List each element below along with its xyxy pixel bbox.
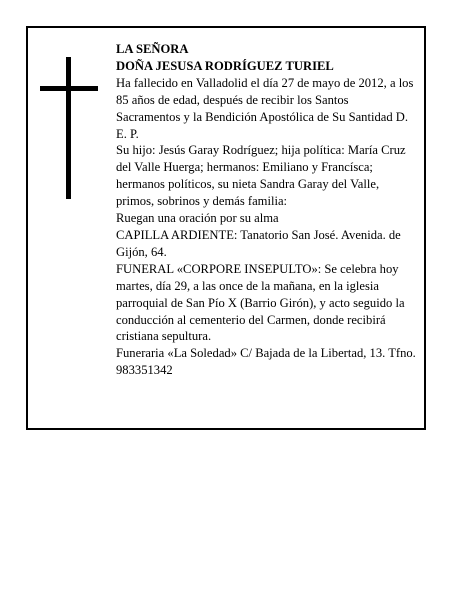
funeral-home: Funeraria «La Soledad» C/ Bajada de la Libertad, 13. Tfno. 983351342 <box>116 346 416 378</box>
funeral-chapel: CAPILLA ARDIENTE: Tanatorio San José. Avenida. de Gijón, 64. <box>116 227 401 259</box>
funeral-mass: FUNERAL «CORPORE INSEPULTO»: Se celebra hoy martes, día 29, a las once de la mañana, en la iglesia parroquial de San Pío X (Barrio Girón), y acto seguido la conducción al cementerio del Carmen, donde recibirá cristiana sepultura. <box>116 261 405 344</box>
obituary-notice <box>26 26 426 430</box>
cross-horizontal-bar <box>40 86 98 91</box>
cross-vertical-bar <box>66 57 71 199</box>
deceased-name: DOÑA JESUSA RODRÍGUEZ TURIEL <box>116 58 334 73</box>
death-announcement: Ha fallecido en Valladolid el día 27 de mayo de 2012, a los 85 años de edad, después de recibir los Santos Sacramentos y la Bendición Apostólica de Su Santidad D. E. P. <box>116 75 414 141</box>
notice-text <box>116 41 416 379</box>
notice-title: LA SEÑORA <box>116 42 189 56</box>
prayer-request: Ruegan una oración por su alma <box>116 211 279 226</box>
family-list: Su hijo: Jesús Garay Rodríguez; hija política: María Cruz del Valle Huerga; hermanos: Emiliano y Francísca; hermanos políticos, su nieta Sandra Garay del Valle, primos, sobrinos y demás familia: <box>116 143 406 209</box>
